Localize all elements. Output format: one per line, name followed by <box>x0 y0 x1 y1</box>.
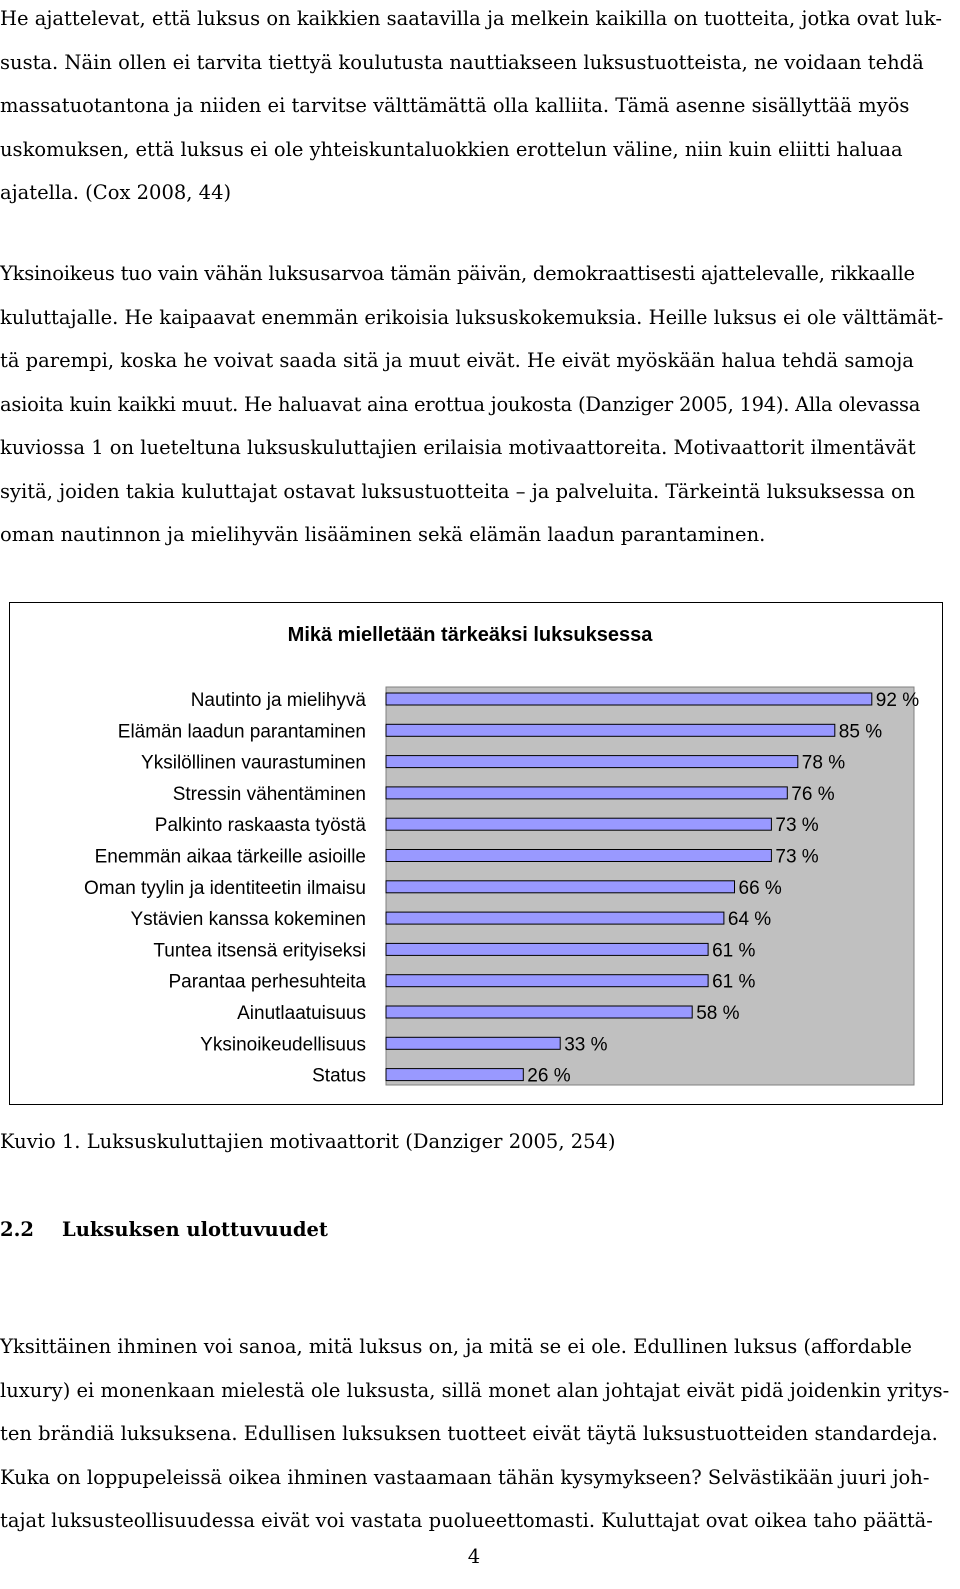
bar <box>386 1006 692 1018</box>
category-label: Parantaa perhesuhteita <box>168 971 366 993</box>
figure-1-chart <box>9 602 943 1105</box>
value-label: 66 % <box>738 877 782 899</box>
text-line: asioita kuin kaikki muut. He haluavat aina erottua joukosta (Danziger 2005, 194). Alla olevassa <box>0 392 921 416</box>
text-line: tä parempi, koska he voivat saada sitä ja muut eivät. He eivät myöskään halua tehdä samoja <box>0 349 914 372</box>
category-label: Ainutlaatuisuus <box>237 1003 366 1024</box>
value-label: 64 % <box>727 909 772 931</box>
text-line: kuviossa 1 on lueteltuna luksuskuluttajien erilaisia motivaattoreita. Motivaattorit ilmentävät <box>0 436 916 459</box>
value-label: 58 % <box>696 1003 740 1024</box>
value-label: 73 % <box>775 846 819 868</box>
value-label: 33 % <box>564 1034 608 1056</box>
value-label: 61 % <box>712 971 756 993</box>
bar <box>386 975 708 987</box>
value-label: 61 % <box>712 940 756 962</box>
category-label: Yksilöllinen vaurastuminen <box>141 752 366 774</box>
text-line: tajat luksusteollisuudessa eivät voi vastata puolueettomasti. Kuluttajat ovat oikea taho päättä- <box>0 1509 933 1532</box>
section-heading <box>0 1218 328 1241</box>
paragraph-2 <box>0 252 948 557</box>
bar <box>386 693 872 705</box>
bar <box>386 943 708 955</box>
value-label: 92 % <box>875 690 920 711</box>
bar <box>386 818 771 830</box>
text-line: Yksinoikeus tuo vain vähän luksusarvoa tämän päivän, demokraattisesti ajattelevalle, rikkaalle <box>0 262 915 285</box>
text-line: oman nautinnon ja mielihyvän lisääminen sekä elämän laadun parantaminen. <box>0 523 766 546</box>
bar <box>386 850 771 862</box>
figure-caption: Kuvio 1. Luksuskuluttajien motivaattorit (Danziger 2005, 254) <box>0 1130 616 1153</box>
text-line: uskomuksen, että luksus ei ole yhteiskuntaluokkien erottelun väline, niin kuin eliitti haluaa <box>0 137 903 161</box>
value-label: 78 % <box>801 752 846 774</box>
section-title: Luksuksen ulottuvuudet <box>62 1218 328 1241</box>
value-label: 85 % <box>838 721 883 743</box>
text-line: massatuotantona ja niiden ei tarvitse välttämättä olla kalliita. Tämä asenne sisällyttää myös <box>0 94 910 117</box>
text-line: syitä, joiden takia kuluttajat ostavat luksustuotteita – ja palveluita. Tärkeintä luksuksessa on <box>0 479 916 503</box>
text-line: Kuka on loppupeleissä oikea ihminen vastaamaan tähän kysymykseen? Selvästikään juuri joh- <box>0 1465 930 1489</box>
text-line: ajatella. (Cox 2008, 44) <box>0 181 232 204</box>
text-line: Yksittäinen ihminen voi sanoa, mitä luksus on, ja mitä se ei ole. Edullinen luksus (affordable <box>0 1335 912 1358</box>
bar <box>386 912 724 924</box>
text-line: He ajattelevat, että luksus on kaikkien saatavilla ja melkein kaikilla on tuotteita, jotka ovat luk- <box>0 7 942 30</box>
paragraph-3 <box>0 1325 948 1543</box>
section-number: 2.2 <box>0 1218 34 1241</box>
chart-title: Mikä mielletään tärkeäksi luksuksessa <box>287 624 653 646</box>
text-line: susta. Näin ollen ei tarvita tiettyä koulutusta nauttiakseen luksustuotteista, ne voidaan tehdä <box>0 50 924 74</box>
bar <box>386 724 835 736</box>
category-label: Ystävien kanssa kokeminen <box>130 909 366 931</box>
page-number: 4 <box>467 1545 481 1568</box>
category-labels <box>84 690 366 1087</box>
text-line: luxury) ei monenkaan mielestä ole luksusta, sillä monet alan johtajat eivät pidä joidenkin yritys- <box>0 1378 950 1402</box>
bar <box>386 756 798 768</box>
value-label: 26 % <box>527 1065 571 1087</box>
category-label: Nautinto ja mielihyvä <box>190 690 366 711</box>
category-label: Stressin vähentäminen <box>172 783 366 805</box>
category-label: Status <box>312 1065 366 1087</box>
text-line: kuluttajalle. He kaipaavat enemmän erikoisia luksuskokemuksia. Heille luksus ei ole välttämät- <box>0 305 944 329</box>
category-label: Enemmän aikaa tärkeille asioille <box>94 846 366 868</box>
category-label: Oman tyylin ja identiteetin ilmaisu <box>84 877 366 899</box>
bar-chart <box>10 603 942 1104</box>
value-label: 73 % <box>775 815 819 837</box>
paragraph-1 <box>0 0 948 215</box>
category-label: Elämän laadun parantaminen <box>117 721 366 743</box>
bar <box>386 1069 523 1081</box>
bar <box>386 1037 560 1049</box>
category-label: Tuntea itsensä erityiseksi <box>153 940 366 962</box>
category-label: Palkinto raskaasta työstä <box>154 815 366 837</box>
value-label: 76 % <box>791 783 835 805</box>
text-line: ten brändiä luksuksena. Edullisen luksuksen tuotteet eivät täytä luksustuotteiden standardeja. <box>0 1422 938 1445</box>
category-label: Yksinoikeudellisuus <box>200 1034 366 1056</box>
bar <box>386 787 787 799</box>
bar <box>386 881 735 893</box>
